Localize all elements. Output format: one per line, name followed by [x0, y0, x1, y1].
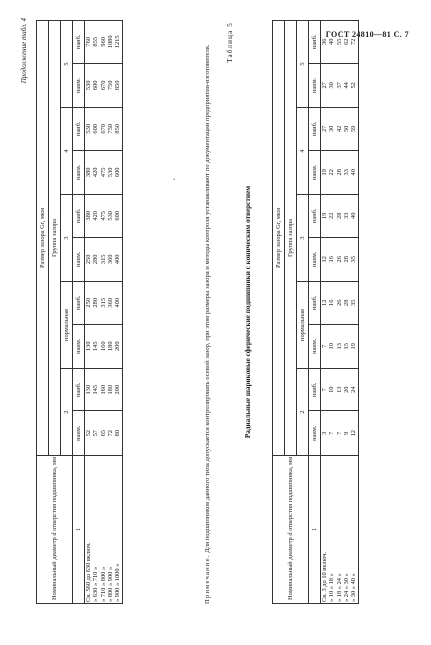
table4-value-col: 530 600 670 750 850	[85, 108, 123, 151]
table4-diameter-header: Номинальный диаметр d отверстия подшипника, мм	[37, 455, 73, 603]
table4-value-col: 380 420 475 530 600	[85, 150, 123, 194]
table4-diameter-value: » 900 » 1000 »	[114, 563, 122, 602]
table5-value-col: 12 16 26 28 35	[321, 282, 359, 325]
table5-value-col: 7 10 13 20 24	[321, 368, 359, 411]
table5-diameter-value: » 30 » 40 »	[350, 573, 358, 602]
table5-max-label: наиб.	[309, 282, 321, 325]
table4-continuation-label: Продолжение табл. 4	[20, 18, 28, 84]
table5-title: Радиальные шариковые сферические подшипники с коническим отверстием	[244, 185, 252, 439]
table5-value-col: 7 10 13 15 19	[321, 324, 359, 368]
table4-max-label: наиб.	[73, 368, 85, 411]
table5-max-label: наиб.	[309, 108, 321, 151]
table4-max-label: наиб.	[73, 108, 85, 151]
table4-min-label: наим.	[73, 63, 85, 107]
table5-diameter-value: » 10 » 18 »	[328, 573, 336, 602]
table5	[272, 20, 359, 604]
table4-min-label: наим.	[73, 237, 85, 281]
table4-max-label: наиб.	[73, 21, 85, 64]
table5-label: Таблица 5	[226, 22, 234, 63]
margin-mark: ‘	[173, 177, 176, 185]
table4-diameter-value: » 800 » 900 »	[107, 566, 115, 602]
table5-group: 5	[297, 21, 309, 108]
table4-group: нормальная	[61, 282, 73, 369]
table5-diameter-cell	[321, 455, 359, 603]
table5-colnum: 1	[309, 455, 321, 603]
table5-value-col: 19 22 28 33 40	[321, 195, 359, 238]
table5-value-col: 12 16 26 28 35	[321, 237, 359, 281]
table4-max-label: наиб.	[73, 282, 85, 325]
table5-value-col: 36 40 55 62 72	[321, 21, 359, 64]
note-text: Для подшипников данного типа допускается контролировать осевой зазор, при этом размеры зазора и методы контроля устанавливают по документации предприятия-изготовителя.	[204, 44, 211, 553]
table4-value-col: 130 145 160 180 200	[85, 368, 123, 411]
table5-size-header: Размер зазора Gr, мкм	[273, 21, 285, 456]
table5-group: нормальная	[297, 282, 309, 369]
table4-value-col: 250 280 315 360 400	[85, 237, 123, 281]
table5-diameter-value: » 24 » 30 »	[343, 573, 351, 602]
table5-value-col: 27 30 42 50 59	[321, 108, 359, 151]
table4-group: 5	[61, 21, 73, 108]
note-lead: Примечание.	[204, 554, 211, 604]
table4-group-header: Группа зазора	[49, 21, 61, 456]
table4-note	[204, 20, 212, 604]
table5-value-col: 19 22 28 33 40	[321, 150, 359, 194]
table4-value-col: 250 280 315 360 400	[85, 282, 123, 325]
table4-group: 3	[61, 195, 73, 282]
table5-diameter-header: Номинальный диаметр d отверстия подшипника, мм	[273, 455, 309, 603]
table4-value-col: 760 855 960 1080 1215	[85, 21, 123, 64]
table5-min-label: наим.	[309, 411, 321, 455]
table5-value-col: 27 30 37 44 52	[321, 63, 359, 107]
table5-max-label: наиб.	[309, 195, 321, 238]
table5-min-label: наим.	[309, 63, 321, 107]
table4-size-header: Размер зазора Gr, мкм	[37, 21, 49, 456]
table5-value-col: 3 7 7 9 12	[321, 411, 359, 455]
table4-value-col: 130 145 160 180 200	[85, 324, 123, 368]
table4-min-label: наим.	[73, 411, 85, 455]
table5-group: 2	[297, 368, 309, 455]
table4-diameter-value: Св. 560 до 630 включ.	[85, 542, 92, 602]
table5-group: 3	[297, 195, 309, 282]
table4-colnum: 1	[73, 455, 85, 603]
table4-diameter-value: » 710 » 800 »	[99, 566, 107, 602]
table4-diameter-cell	[85, 455, 123, 603]
table4	[36, 20, 123, 604]
table5-diameter-value: » 18 » 24 »	[335, 573, 343, 602]
table5-min-label: наим.	[309, 237, 321, 281]
table4-min-label: наим.	[73, 150, 85, 194]
table5-min-label: наим.	[309, 324, 321, 368]
table5-diameter-value: Св. 3 до 10 включ.	[321, 552, 328, 602]
table4-group: 2	[61, 368, 73, 455]
table5-max-label: наиб.	[309, 368, 321, 411]
table4-value-col: 380 420 475 530 600	[85, 195, 123, 238]
table4-max-label: наиб.	[73, 195, 85, 238]
table5-min-label: наим.	[309, 150, 321, 194]
table4-diameter-value: » 630 » 710 »	[92, 566, 100, 602]
table4-min-label: наим.	[73, 324, 85, 368]
table5-max-label: наиб.	[309, 21, 321, 64]
page-header: ГОСТ 24810—81 С. 7	[325, 30, 409, 39]
table4-value-col: 530 600 670 750 850	[85, 63, 123, 107]
rotated-page-content	[18, 12, 400, 612]
table5-group: 4	[297, 108, 309, 195]
table5-group-header: Группа зазора	[285, 21, 297, 456]
table4-group: 4	[61, 108, 73, 195]
table4-value-col: 52 57 65 72 80	[85, 411, 123, 455]
